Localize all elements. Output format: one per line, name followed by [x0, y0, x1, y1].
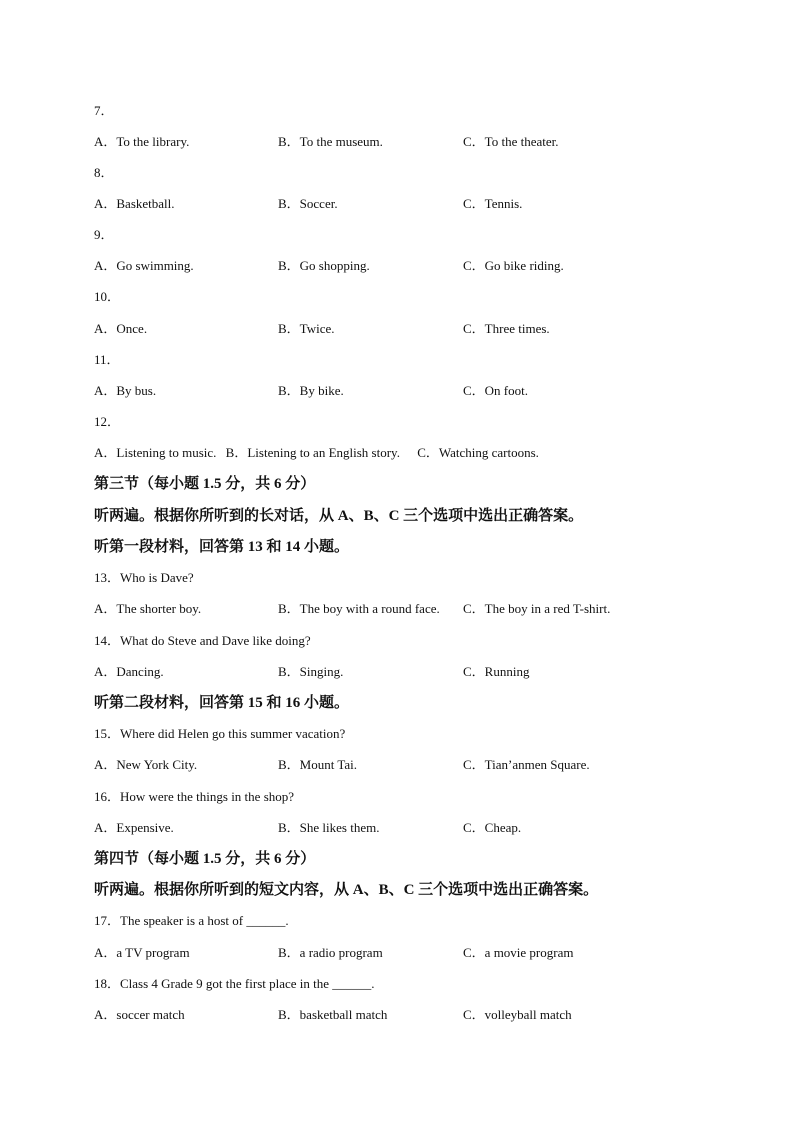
question-14-text: 14．What do Steve and Dave like doing? — [94, 633, 311, 648]
question-10-options — [94, 320, 714, 338]
option-b: B．The boy with a round face. — [278, 601, 440, 616]
option-a: A．To the library. — [94, 134, 190, 149]
option-c: C．Cheap. — [463, 820, 522, 835]
section-3-title: 第三节（每小题 1.5 分，共 6 分） — [94, 476, 316, 492]
option-b: B．Singing. — [278, 664, 344, 679]
option-b: B．Twice. — [278, 321, 335, 336]
option-a: A．a TV program — [94, 945, 190, 960]
option-b: B．To the museum. — [278, 134, 383, 149]
question-18-text: 18．Class 4 Grade 9 got the first place in the ______. — [94, 976, 375, 991]
question-13-text: 13．Who is Dave? — [94, 570, 194, 585]
option-a: A．soccer match — [94, 1007, 185, 1022]
section-3-part-1: 听第一段材料，回答第 13 和 14 小题。 — [94, 539, 350, 555]
question-17-text: 17．The speaker is a host of ______. — [94, 913, 289, 928]
question-15-options — [94, 756, 714, 774]
option-b: B．a radio program — [278, 945, 383, 960]
option-a: A．Once. — [94, 321, 148, 336]
option-a: A．Basketball. — [94, 196, 175, 211]
question-9-number: 9． — [94, 227, 114, 242]
question-11-number: 11． — [94, 352, 120, 367]
question-7-number: 7． — [94, 103, 114, 118]
option-a: A．The shorter boy. — [94, 601, 202, 616]
option-b: B．Go shopping. — [278, 258, 370, 273]
option-a: A．New York City. — [94, 757, 198, 772]
question-16-options — [94, 819, 714, 837]
option-a: A．By bus. — [94, 383, 157, 398]
option-c: C．Tennis. — [463, 196, 523, 211]
option-b: B．Listening to an English story. — [225, 445, 400, 460]
option-c: C．a movie program — [463, 945, 574, 960]
question-8-options — [94, 195, 714, 213]
question-16-text: 16．How were the things in the shop? — [94, 789, 295, 804]
question-12-options — [94, 444, 714, 462]
option-c: C．Running — [463, 664, 530, 679]
question-8-number: 8． — [94, 165, 114, 180]
question-10-number: 10． — [94, 289, 121, 304]
option-c: C．To the theater. — [463, 134, 559, 149]
option-a: A．Go swimming. — [94, 258, 194, 273]
option-b: B．basketball match — [278, 1007, 388, 1022]
option-c: C．The boy in a red T-shirt. — [463, 601, 611, 616]
option-c: C．Go bike riding. — [463, 258, 564, 273]
section-4-title: 第四节（每小题 1.5 分，共 6 分） — [94, 851, 316, 867]
option-b: B．She likes them. — [278, 820, 380, 835]
question-18-options — [94, 1006, 714, 1024]
option-a: A．Dancing. — [94, 664, 164, 679]
option-c: C．Watching cartoons. — [417, 445, 539, 460]
question-13-options — [94, 600, 714, 618]
option-c: C．Three times. — [463, 321, 550, 336]
option-c: C．volleyball match — [463, 1007, 572, 1022]
question-14-options — [94, 663, 714, 681]
option-a: A．Listening to music. — [94, 445, 217, 460]
option-c: C．On foot. — [463, 383, 529, 398]
option-c: C．Tian’anmen Square. — [463, 757, 590, 772]
option-b: B．Soccer. — [278, 196, 338, 211]
question-9-options — [94, 257, 714, 275]
option-b: B．Mount Tai. — [278, 757, 358, 772]
question-15-text: 15．Where did Helen go this summer vacation? — [94, 726, 346, 741]
question-11-options — [94, 382, 714, 400]
option-b: B．By bike. — [278, 383, 344, 398]
question-12-number: 12． — [94, 414, 121, 429]
question-7-options — [94, 133, 714, 151]
option-a: A．Expensive. — [94, 820, 174, 835]
question-17-options — [94, 944, 714, 962]
section-3-part-2: 听第二段材料，回答第 15 和 16 小题。 — [94, 695, 350, 711]
section-4-instruction: 听两遍。根据你所听到的短文内容，从 A、B、C 三个选项中选出正确答案。 — [94, 882, 599, 898]
section-3-instruction: 听两遍。根据你所听到的长对话，从 A、B、C 三个选项中选出正确答案。 — [94, 508, 584, 524]
